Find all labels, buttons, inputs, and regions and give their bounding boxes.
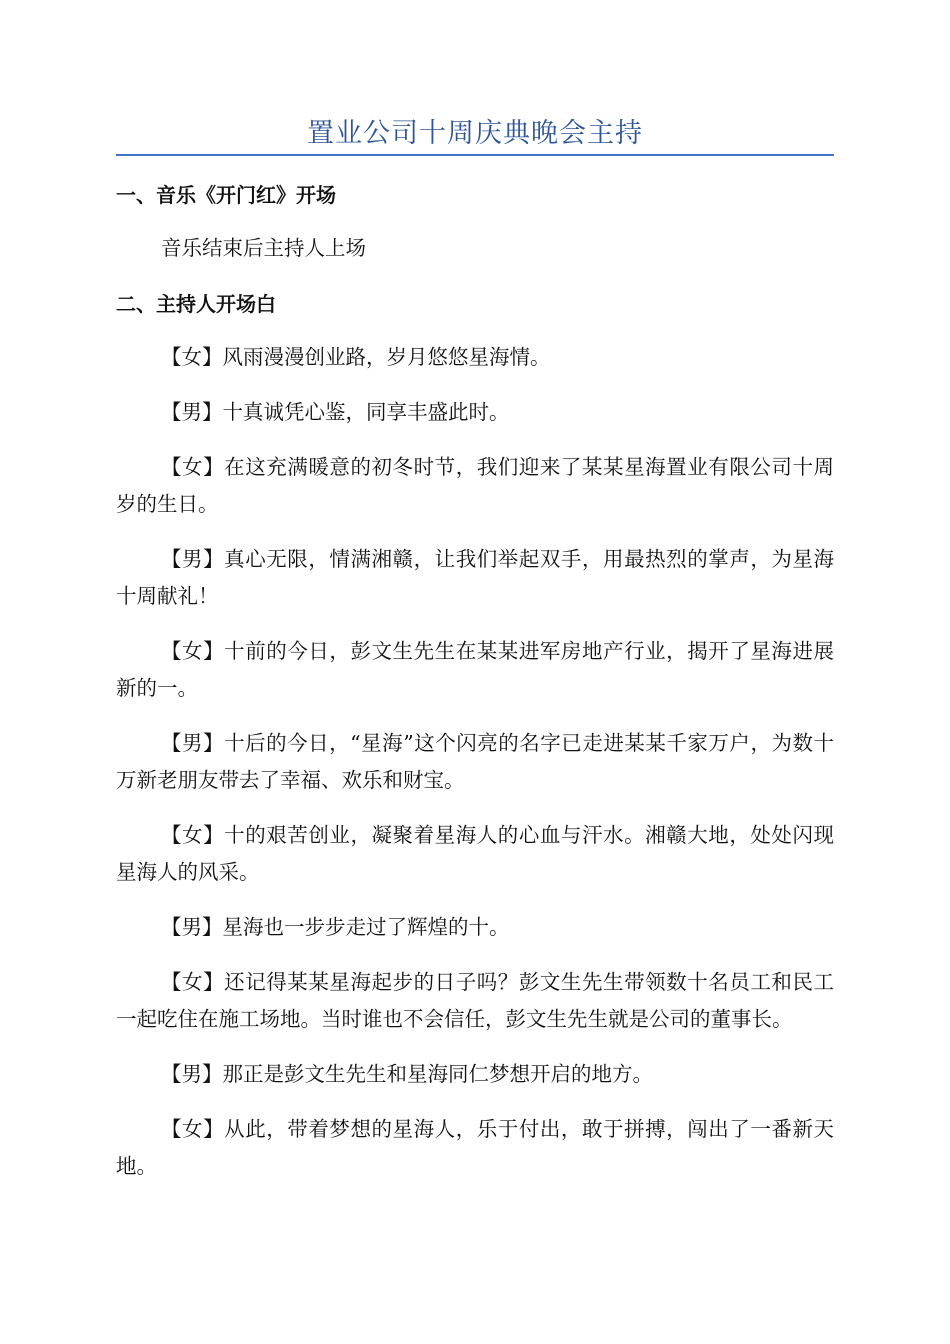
speaker-tag: 【女】 [161,970,225,994]
section-heading-2: 二、主持人开场白 [116,292,276,316]
paragraph-text: 风雨漫漫创业路，岁月悠悠星海情。 [222,345,551,369]
paragraph [116,1111,834,1185]
speaker-tag: 【女】 [161,639,225,663]
document-title: 置业公司十周庆典晚会主持 [307,118,643,149]
document-body [116,176,834,1203]
speaker-tag: 【男】 [161,547,225,571]
paragraph [116,817,834,891]
speaker-tag: 【男】 [161,731,225,755]
speaker-tag: 【男】 [161,400,223,424]
paragraph-text: 音乐结束后主持人上场 [161,236,366,260]
paragraph [116,230,834,267]
speaker-tag: 【男】 [161,1062,223,1086]
paragraph-text: 在这充满暖意的初冬时节，我们迎来了某某星海置业有限公司十周岁的生日。 [116,455,835,516]
paragraph [116,449,834,523]
speaker-tag: 【男】 [161,915,223,939]
paragraph [116,725,834,799]
paragraph [116,1056,834,1093]
paragraph-text: 十后的今日，“星海”这个闪亮的名字已走进某某千家万户，为数十万新老朋友带去了幸福、欢乐和财宝。 [116,731,835,792]
speaker-tag: 【女】 [161,1117,225,1141]
speaker-tag: 【女】 [161,345,223,369]
paragraph [116,633,834,707]
section-heading-1: 一、音乐《开门红》开场 [116,183,336,207]
speaker-tag: 【女】 [161,455,225,479]
title-underline [116,154,834,156]
speaker-tag: 【女】 [161,823,225,847]
paragraph [116,964,834,1038]
paragraph [116,339,834,376]
paragraph-text: 真心无限，情满湘赣，让我们举起双手，用最热烈的掌声，为星海十周献礼！ [116,547,835,608]
paragraph-text: 十真诚凭心鉴，同享丰盛此时。 [222,400,510,424]
paragraph [116,394,834,431]
paragraph-text: 那正是彭文生先生和星海同仁梦想开启的地方。 [222,1062,653,1086]
paragraph [116,909,834,946]
paragraph-text: 从此，带着梦想的星海人，乐于付出，敢于拼搏，闯出了一番新天地。 [116,1117,835,1178]
paragraph-text: 十前的今日，彭文生先生在某某进军房地产行业，揭开了星海进展新的一。 [116,639,835,700]
paragraph-text: 十的艰苦创业，凝聚着星海人的心血与汗水。湘赣大地，处处闪现星海人的风采。 [116,823,835,884]
paragraph [116,541,834,615]
paragraph-text: 星海也一步步走过了辉煌的十。 [222,915,510,939]
paragraph-text: 还记得某某星海起步的日子吗？彭文生先生带领数十名员工和民工一起吃住在施工场地。当时谁也不会信任，彭文生先生就是公司的董事长。 [116,970,835,1031]
